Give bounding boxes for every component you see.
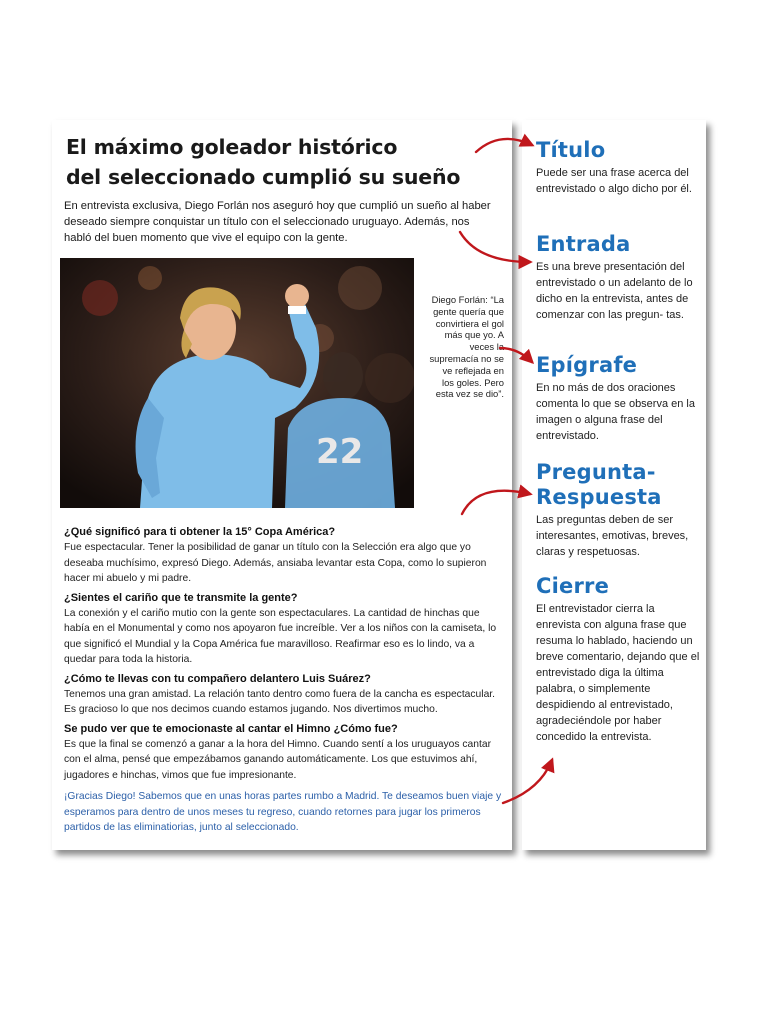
guide-text: En no más de dos oraciones comenta lo que se observa en la imagen o alguna frase del entrevistado.	[536, 382, 695, 442]
qa-question: ¿Sientes el cariño que te transmite la gente?	[64, 591, 298, 604]
guide-title	[536, 460, 700, 510]
qa-answer: La conexión y el cariño mutio con la gente son espectaculares. La cantidad de hinchas que había en el Monumental y como nos apoyaron fue increíble. Ver a los niños con la camiseta, lo que significó el Mundial y la Copa América fue maravilloso. Reafirmar eso es lo lindo, va a quedar para toda la historia.	[64, 607, 497, 665]
headline-line-2: del seleccionado cumplió su sueño	[66, 165, 461, 189]
article-headline	[66, 132, 506, 192]
qa-item	[64, 722, 504, 784]
qa-question: Se pudo ver que te emocionaste al cantar el Himno ¿Cómo fue?	[64, 722, 398, 735]
guide-title: Epígrafe	[536, 353, 638, 377]
structure-guide-panel	[522, 120, 706, 850]
guide-text: Puede ser una frase acerca del entrevistado o algo dicho por él.	[536, 167, 692, 195]
qa-section	[64, 525, 504, 836]
player-photo	[60, 258, 414, 508]
guide-section-entrada	[536, 232, 700, 323]
qa-item	[64, 591, 504, 668]
guide-title-line-1: Pregunta-	[536, 460, 656, 484]
qa-answer: Fue espectacular. Tener la posibilidad de ganar un título con la Selección era algo que yo deseaba muchísimo, expresó Diego. Además, ansiaba levantar esta Copa, como lo supieron hacer mi abuelo y mi padre.	[64, 542, 487, 584]
guide-title: Título	[536, 138, 606, 162]
guide-section-epigrafe	[536, 353, 700, 444]
guide-section-pregunta-respuesta	[536, 460, 700, 560]
qa-answer: Es que la final se comenzó a ganar a la hora del Himno. Cuando sentí a los uruguayos cantar con el alma, pensé que empezábamos ganando automáticamente. Los que estuvimos ahí, jugadores e hinchas, vimos que fue impresionante.	[64, 738, 492, 781]
headline-line-1: El máximo goleador histórico	[66, 135, 398, 159]
article-closing: ¡Gracias Diego! Sabemos que en unas horas partes rumbo a Madrid. Te deseamos buen viaje y esperamos para dentro de unos meses tu regreso, cuando retornes para jugar los primeros partidos de las eliminatiorias, junto al seleccionado.	[64, 791, 502, 833]
qa-question: ¿Cómo te llevas con tu compañero delantero Luis Suárez?	[64, 672, 371, 685]
qa-item	[64, 525, 504, 587]
qa-answer: Tenemos una gran amistad. La relación tanto dentro como fuera de la cancha es espectacular. Es gracioso lo que nos decimos cuando estamos jugando. Nos divertimos mucho.	[64, 688, 496, 715]
jersey-number: 22	[316, 432, 364, 472]
celebration-illustration	[60, 258, 414, 508]
guide-text: Las preguntas deben de ser interesantes, emotivas, breves, claras y respetuosas.	[536, 514, 689, 558]
guide-text: El entrevistador cierra la enrevista con alguna frase que resuma lo hablado, haciendo un breve comentario, dejando que el entrevistado diga la última palabra, o simplemente despidiendo al entrevistado, agradeciéndole por haber concedido la entrevista.	[536, 603, 700, 743]
guide-title-line-2: Respuesta	[536, 485, 662, 509]
interview-article-panel	[52, 120, 512, 850]
qa-item	[64, 672, 504, 718]
guide-title: Entrada	[536, 232, 631, 256]
qa-question: ¿Qué significó para ti obtener la 15° Copa América?	[64, 526, 336, 538]
guide-section-titulo	[536, 138, 700, 197]
guide-text: Es una breve presentación del entrevistado o un adelanto de lo dicho en la entrevista, antes de comenzar con las pregun- tas.	[536, 261, 693, 321]
guide-section-cierre	[536, 574, 700, 745]
guide-title: Cierre	[536, 574, 610, 598]
photo-caption: Diego Forlán: “La gente quería que convirtiera el gol más que yo. A veces la supremacía no se ve reflejada en los goles. Pero esta vez se dio”.	[429, 294, 504, 400]
article-lead: En entrevista exclusiva, Diego Forlán nos aseguró hoy que cumplió un sueño al haber deseado siempre conquistar un título con el seleccionado uruguayo. Además, nos habló del buen momento que vive el equipo con la gente.	[64, 200, 491, 244]
